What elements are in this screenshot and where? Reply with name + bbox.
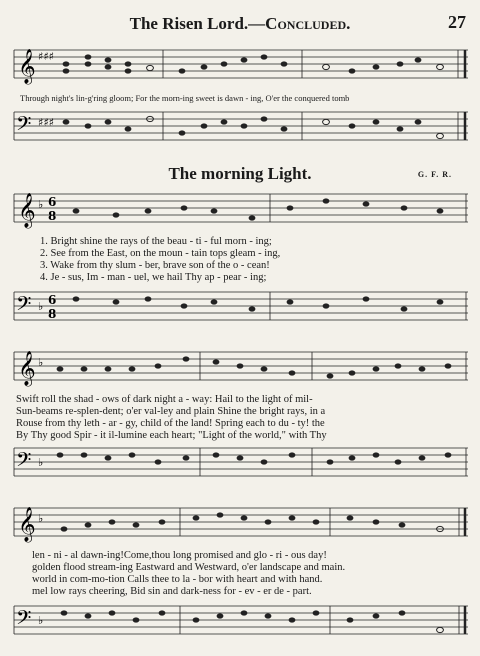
svg-text:𝄢: 𝄢: [16, 606, 32, 634]
svg-text:♭: ♭: [38, 198, 44, 211]
svg-text:𝄞: 𝄞: [18, 351, 36, 386]
page-number: 27: [448, 12, 466, 32]
svg-text:8: 8: [48, 209, 57, 223]
system-3-verse-3: Rouse from thy leth - ar - gy, child of the land! Spring each to du - ty! the: [16, 418, 325, 429]
system-3-verse-2: Sun-beams re-splen-dent; o'er val-ley and plain Shine the bright rays, in a: [16, 406, 326, 417]
system-3-verse-1: Swift roll the shad - ows of dark night a - way: Hail to the light of mil-: [16, 394, 313, 405]
svg-text:𝄢: 𝄢: [16, 292, 32, 320]
system-1-lyric: Through night's lin-g'ring gloom; For the morn-ing sweet is dawn - ing, O'er the conquered tomb: [20, 93, 350, 103]
system-2-verse-3: 3. Wake from thy slum - ber, brave son of the o - cean!: [40, 260, 270, 271]
system-4-treble-staff: [0, 500, 480, 550]
system-2-treble-staff: [0, 186, 480, 236]
system-2-verse-1: 1. Bright shine the rays of the beau - ti - ful morn - ing;: [40, 236, 272, 247]
system-4-verse-4: mel low rays cheering, Bid sin and dark-ness for - ev - er de - part.: [32, 586, 312, 597]
page-header: [0, 14, 480, 34]
system-4-bass-staff: [0, 598, 480, 648]
system-3-bass-staff: [0, 440, 480, 490]
svg-text:𝄞: 𝄞: [18, 49, 36, 84]
svg-text:𝄢: 𝄢: [16, 112, 32, 140]
system-1-bass-staff: [0, 104, 480, 154]
system-3-verse-4: By Thy good Spir - it il-lumine each heart; "Light of the world," with Thy: [16, 430, 327, 441]
system-2-bass-staff: [0, 284, 480, 334]
system-2-verse-4: 4. Je - sus, Im - man - uel, we hail Thy ap - pear - ing;: [40, 272, 267, 283]
system-3-treble-staff: [0, 344, 480, 394]
svg-text:♭: ♭: [38, 512, 44, 525]
svg-text:♭: ♭: [38, 300, 44, 313]
song-title: The morning Light.: [168, 164, 312, 183]
svg-text:6: 6: [48, 293, 57, 307]
system-2-verse-2: 2. See from the East, on the moun - tain tops gleam - ing,: [40, 248, 281, 259]
svg-text:♭: ♭: [38, 614, 44, 627]
svg-text:𝄢: 𝄢: [16, 448, 32, 476]
svg-text:𝄞: 𝄞: [18, 507, 36, 542]
system-4-verse-1: len - ni - al dawn-ing!Come,thou long promised and glo - ri - ous day!: [32, 550, 327, 561]
svg-text:8: 8: [48, 307, 57, 321]
system-4-verse-2: golden flood stream-ing Eastward and Westward, o'er landscape and main.: [32, 562, 346, 573]
svg-text:♭: ♭: [38, 356, 44, 369]
hymn-title: The Risen Lord.: [129, 14, 249, 33]
svg-text:♯♯♯: ♯♯♯: [38, 50, 54, 63]
svg-text:𝄞: 𝄞: [18, 193, 36, 228]
svg-text:6: 6: [48, 195, 57, 209]
hymn-title-suffix: —Concluded.: [248, 14, 351, 33]
svg-text:♯♯♯: ♯♯♯: [38, 116, 54, 129]
system-4-verse-3: world in com-mo-tion Calls thee to la - bor with heart and with hand.: [32, 574, 323, 585]
system-1-treble-staff: [0, 42, 480, 92]
composer-initials: G. F. R.: [417, 170, 452, 179]
svg-text:♭: ♭: [38, 456, 44, 469]
